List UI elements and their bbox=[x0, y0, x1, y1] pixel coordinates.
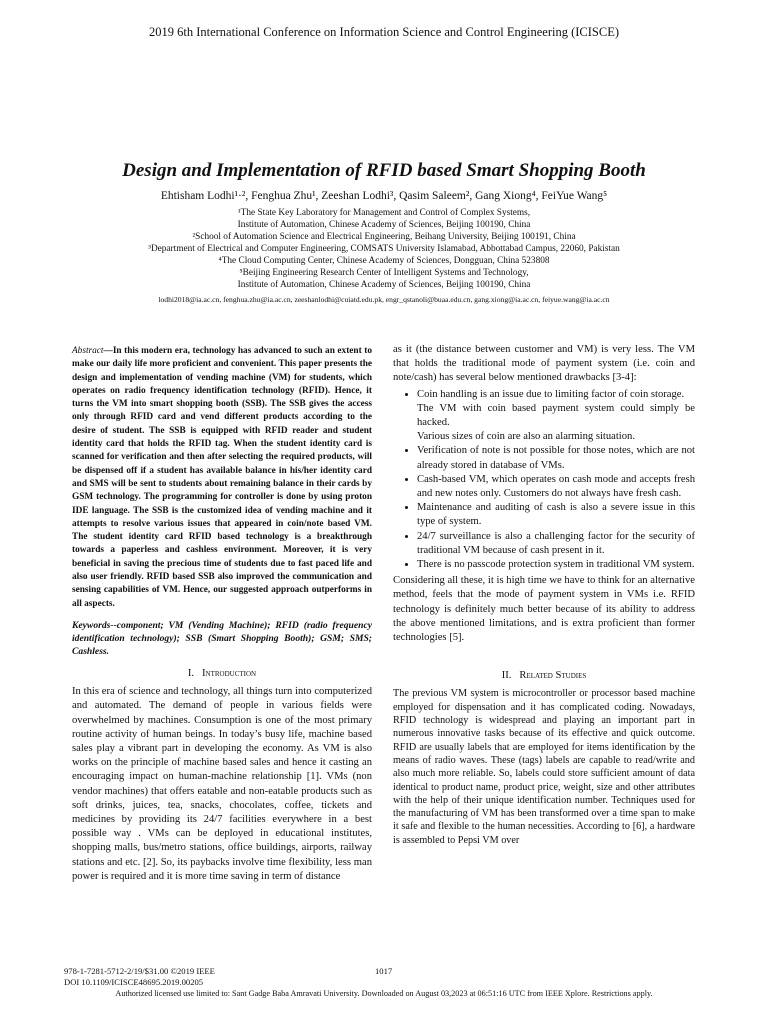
keywords: Keywords--component; VM (Vending Machine); RFID (radio frequency identification technology); SSB (Smart Shopping Booth); GSM; SMS; Cashless. bbox=[72, 619, 372, 657]
sub-text: The VM with coin based payment system could simply be hacked. bbox=[417, 402, 695, 429]
affiliations bbox=[0, 207, 768, 291]
author-emails: lodhi2018@ia.ac.cn, fenghua.zhu@ia.ac.cn, zeeshanlodhi@cuiatd.edu.pk, engr_qstanoli@buaa.edu.cn, gang.xiong@ia.ac.cn, feiyue.wang@ia.ac.cn bbox=[158, 295, 610, 304]
doi-line: DOI 10.1109/ICISCE48695.2019.00205 bbox=[64, 976, 204, 987]
section-number: II. bbox=[501, 670, 512, 682]
section-title: Introduction bbox=[202, 667, 257, 679]
abstract-label: Abstract bbox=[72, 346, 104, 356]
introduction-continued: as it (the distance between customer and VM) is very less. The VM that holds the traditional mode of payment system (i.e. coin and note/cash) has several below mentioned drawbacks [3-4]: bbox=[393, 344, 695, 384]
abstract-text: —In this modern era, technology has advanced to such an extent to make our daily life more proficient and convenient. This paper presents the design and implementation of vending machine (VM) for students, which operates on radio frequency identification technology (RFID). Hence, it turns the VM into smart shopping booth (SSB). The SSB gives the access only through RFID card and vend different products according to the desire of student. The SSB is equipped with RFID reader and student identity card that holds the RFID tag. When the student identity card is scanned for verification and then after selecting the required products, will be dispensed off if a student has available balance in his/her identity card and SMS will be sent to students about remaining balance in their cards by GSM technology. The programming for controller is done by using proton IDE language. The SSB is the customized idea of vending machine and it attempts to resolve various issues that appeared in coin/note based VM. The student identity card RFID based technology is a breakthrough towards a paperless and cashless environment. Moreover, it is very beneficial in saving the precious time of students due to fast paced life and also user friendly. RFID based SSB also improved the communication and sensing capabilities of VM. Hence, our suggested approach outperforms in all aspects. bbox=[72, 346, 372, 609]
section-heading-introduction bbox=[72, 667, 372, 681]
affiliation-line: Institute of Automation, Chinese Academy of Sciences, Beijing 100190, China bbox=[237, 280, 531, 290]
section-heading-related-studies bbox=[393, 669, 695, 683]
related-studies-text: The previous VM system is microcontroller or processor based machine employed for dispensation and it has complicated coding. Nowadays, RFID technology is widespread and playing an important part in numerous innovative tasks because of its effective and quick outcome. RFID are usually labels that are employed for items identification by the means of radio waves. These (tags) labels are capable to read/write and also much more reliable. So, labels could store sufficient amount of data identical to product name, product price, weight, size and other attributes with the help of their unique identification number. Techniques used for the manufacturing of VM has been transformed over a time span to make it safe and flexible to the human necessities. According to [6], a hardware is assembled to Pepsi VM over bbox=[393, 688, 695, 846]
abstract bbox=[72, 345, 372, 611]
introduction-text: In this era of science and technology, all things turn into computerized and automated. The demand of people in various fields were overwhelmed by machines. Consumption is one of the most primary routine activity of human beings. In today’s busy life, machine based sales play a vibrant part in developing the economy. As VM is also works on the principle of machine based sales and hence it casting an encouraging impact on human-machine relationship [1]. VMs (non vendor machines) that offers eatable and non-eatable products such as soft drinks, juices, tea, snacks, chocolates, coffee, tickets and medicines by providing its 24/7 facilities everywhere in a best possible way . VMs can be deployed in educational institutes, shopping malls, bus/metro stations, office buildings, airports, railway stations and etc. [2]. So, its paybacks involve time flexibility, less man power is required and it is more time saving in term of distance bbox=[72, 686, 372, 882]
list-item bbox=[417, 388, 695, 445]
conference-header: 2019 6th International Conference on Information Science and Control Engineering (ICISCE) bbox=[148, 25, 619, 39]
page-number: 1017 bbox=[375, 966, 393, 976]
considering-paragraph: Considering all these, it is high time we have to think for an alternative method, feels that the mode of payment system in VMs i.e. RFID technology is definitely much better because of its ability to address the above mentioned limitations, and is extra proficient than former technologies [5]. bbox=[393, 575, 695, 644]
affiliation-line: ⁵Beijing Engineering Research Center of Intelligent Systems and Technology, bbox=[239, 268, 529, 278]
list-item: • Cash-based VM, which operates on cash mode and accepts fresh and new notes only. Customers do not always have fresh cash. bbox=[417, 473, 695, 501]
paper-title: Design and Implementation of RFID based Smart Shopping Booth bbox=[122, 160, 646, 181]
license-notice: Authorized licensed use limited to: Sant Gadge Baba Amravati University. Downloaded on August 03,2023 at 06:51:16 UTC from IEEE Xplore. Restrictions apply. bbox=[115, 989, 653, 998]
bullet-text: Coin handling is an issue due to limiting factor of coin storage. bbox=[417, 388, 685, 400]
sub-text: Various sizes of coin are also an alarming situation. bbox=[417, 431, 635, 443]
affiliation-line: ⁴The Cloud Computing Center, Chinese Academy of Sciences, Dongguan, China 523808 bbox=[218, 256, 550, 266]
isbn-line: 978-1-7281-5712-2/19/$31.00 ©2019 IEEE bbox=[64, 966, 215, 976]
affiliation-line: ³Department of Electrical and Computer Engineering, COMSATS University Islamabad, Abbottabad Campus, 22060, Pakistan bbox=[148, 244, 620, 254]
author-list: Ehtisham Lodhi¹·², Fenghua Zhu¹, Zeeshan Lodhi³, Qasim Saleem², Gang Xiong⁴, FeiYue Wang⁵ bbox=[160, 190, 608, 202]
list-item: • Maintenance and auditing of cash is also a severe issue in this type of system. bbox=[417, 501, 695, 529]
affiliation-line: ²School of Automation Science and Electrical Engineering, Beihang University, Beijing 100191, China bbox=[192, 232, 576, 242]
affiliation-line: Institute of Automation, Chinese Academy of Sciences, Beijing 100190, China bbox=[237, 220, 531, 230]
list-item: • There is no passcode protection system in traditional VM system. bbox=[417, 558, 695, 572]
left-column bbox=[72, 345, 372, 884]
list-item: • 24/7 surveillance is also a challenging factor for the security of traditional VM because of cash present in it. bbox=[417, 530, 695, 558]
section-title: Related Studies bbox=[519, 670, 587, 682]
right-column bbox=[393, 343, 695, 847]
affiliation-line: ¹The State Key Laboratory for Management and Control of Complex Systems, bbox=[237, 208, 531, 218]
drawbacks-list bbox=[393, 388, 695, 573]
section-number: I. bbox=[187, 667, 195, 679]
footer-copyright bbox=[64, 966, 215, 987]
list-item: • Verification of note is not possible for those notes, which are not already stored in database of VMs. bbox=[417, 444, 695, 472]
